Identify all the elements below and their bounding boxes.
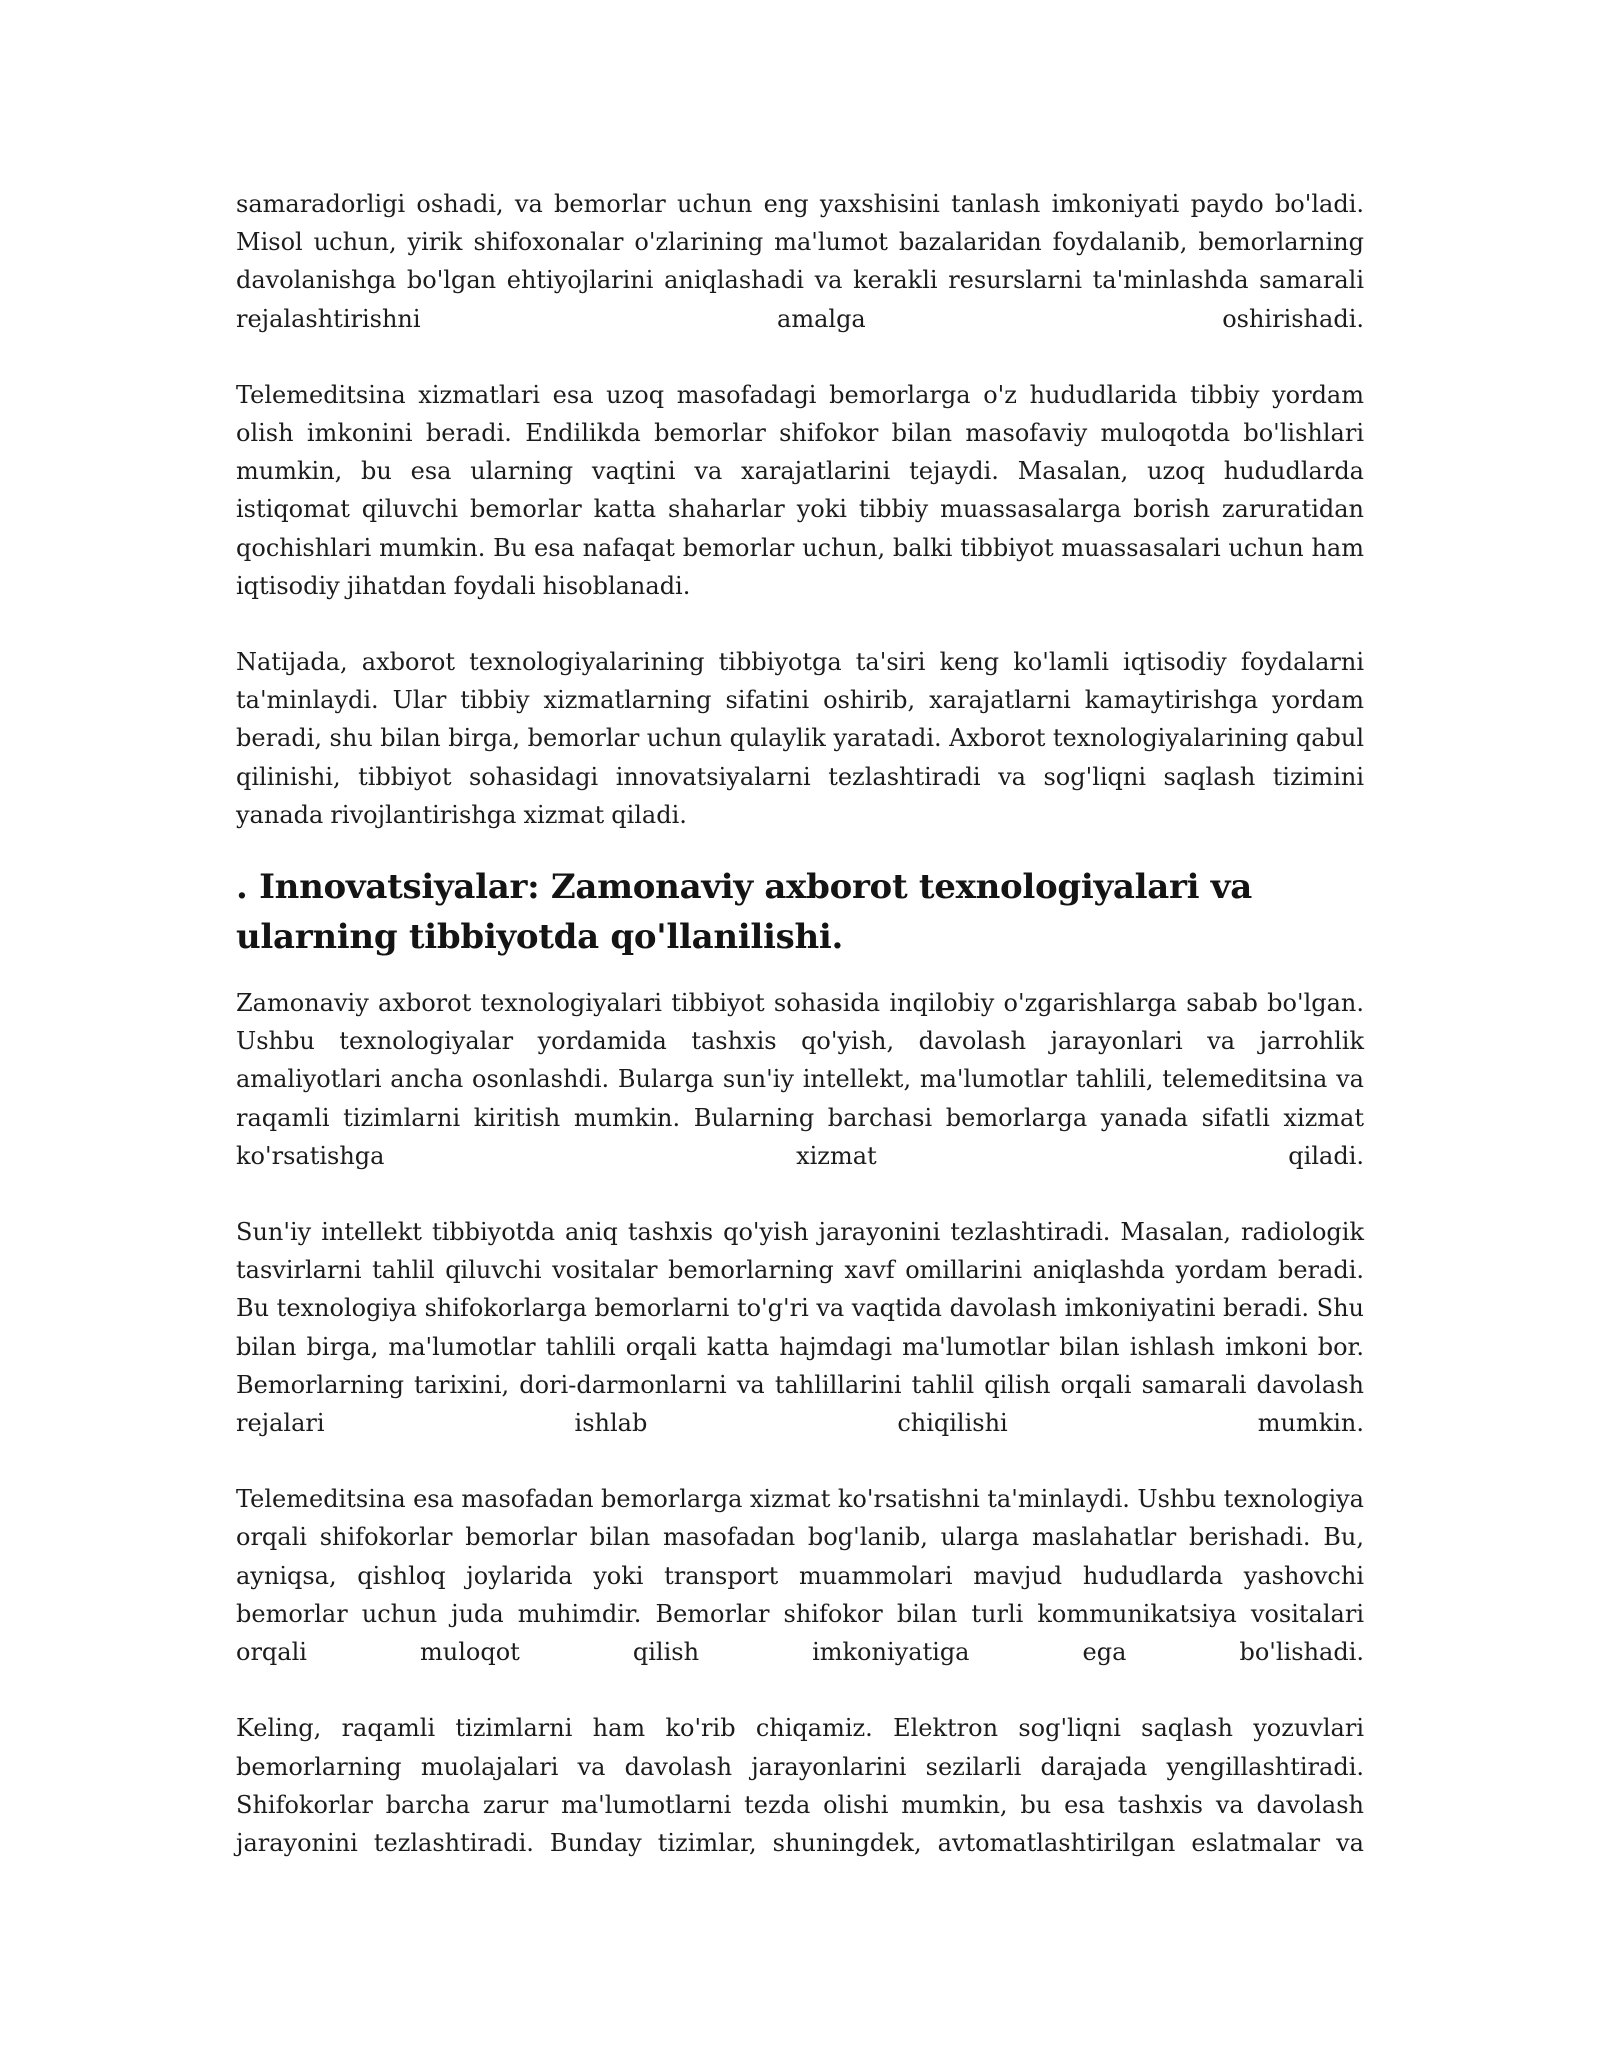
document-body — [236, 185, 1364, 1900]
paragraph-artificial-intelligence: Sun'iy intellekt tibbiyotda aniq tashxis qo'yish jarayonini tezlashtiradi. Masalan, radiologik tasvirlarni tahlil qiluvchi vositalar bemorlarning xavf omillarini aniqlashda yordam beradi. Bu texnologiya shifokorlarga bemorlarni to'g'ri va vaqtida davolash imkoniyatini beradi. Shu bilan birga, ma'lumotlar tahlili orqali katta hajmdagi ma'lumotlar bilan ishlash imkoni bor. Bemorlarning tarixini, dori-darmonlarni va tahlillarini tahlil qilish orqali samarali davolash rejalari ishlab chiqilishi mumkin. — [236, 1218, 1364, 1438]
paragraph-efficiency: samaradorligi oshadi, va bemorlar uchun eng yaxshisini tanlash imkoniyati paydo bo'ladi. Misol uchun, yirik shifoxonalar o'zlarining ma'lumot bazalaridan foydalanib, bemorlarning davolanishga bo'lgan ehtiyojlarini aniqlashadi va kerakli resurslarni ta'minlashda samarali rejalashtirishni amalga oshirishadi. — [236, 190, 1364, 333]
paragraph-modern-technologies: Zamonaviy axborot texnologiyalari tibbiyot sohasida inqilobiy o'zgarishlarga sabab bo'lgan. Ushbu texnologiyalar yordamida tashxis qo'yish, davolash jarayonlari va jarrohlik amaliyotlari ancha osonlashdi. Bularga sun'iy intellekt, ma'lumotlar tahlili, telemeditsina va raqamli tizimlarni kiritish mumkin. Bularning barchasi bemorlarga yanada sifatli xizmat ko'rsatishga xizmat qiladi. — [236, 989, 1364, 1170]
paragraph-digital-systems: Keling, raqamli tizimlarni ham ko'rib chiqamiz. Elektron sog'liqni saqlash yozuvlari bemorlarning muolajalari va davolash jarayonlarini sezilarli darajada yengillashtiradi. Shifokorlar barcha zarur ma'lumotlarni tezda olishi mumkin, bu esa tashxis va davolash jarayonini tezlashtiradi. Bunday tizimlar, shuningdek, avtomatlashtirilgan eslatmalar va — [236, 1714, 1364, 1857]
paragraph-conclusion: Natijada, axborot texnologiyalarining tibbiyotga ta'siri keng ko'lamli iqtisodiy foydalarni ta'minlaydi. Ular tibbiy xizmatlarning sifatini oshirib, xarajatlarni kamaytirishga yordam beradi, shu bilan birga, bemorlar uchun qulaylik yaratadi. Axborot texnologiyalarining qabul qilinishi, tibbiyot sohasidagi innovatsiyalarni tezlashtiradi va sog'liqni saqlash tizimini yanada rivojlantirishga xizmat qiladi. — [236, 648, 1364, 829]
paragraph-telemedicine: Telemeditsina esa masofadan bemorlarga xizmat ko'rsatishni ta'minlaydi. Ushbu texnologiya orqali shifokorlar bemorlar bilan masofadan bog'lanib, ularga maslahatlar berishadi. Bu, ayniqsa, qishloq joylarida yoki transport muammolari mavjud hududlarda yashovchi bemorlar uchun juda muhimdir. Bemorlar shifokor bilan turli kommunikatsiya vositalari orqali muloqot qilish imkoniyatiga ega bo'lishadi. — [236, 1485, 1364, 1667]
paragraph-telemedicine-services: Telemeditsina xizmatlari esa uzoq masofadagi bemorlarga o'z hududlarida tibbiy yordam olish imkonini beradi. Endilikda bemorlar shifokor bilan masofaviy muloqotda bo'lishlari mumkin, bu esa ularning vaqtini va xarajatlarini tejaydi. Masalan, uzoq hududlarda istiqomat qiluvchi bemorlar katta shaharlar yoki tibbiy muassasalarga borish zaruratidan qochishlari mumkin. Bu esa nafaqat bemorlar uchun, balki tibbiyot muassasalari uchun ham iqtisodiy jihatdan foydali hisoblanadi. — [236, 380, 1364, 600]
section-heading: . Innovatsiyalar: Zamonaviy axborot texnologiyalari va ularning tibbiyotda qo'llanilishi. — [236, 867, 1252, 958]
